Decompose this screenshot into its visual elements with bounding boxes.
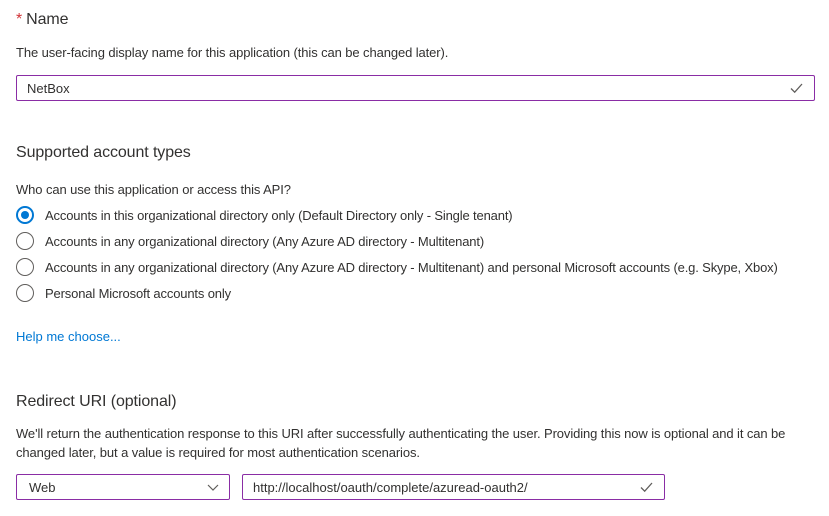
radio-option-label: Accounts in this organizational directory only (Default Directory only - Single tenant) xyxy=(45,207,513,223)
radio-option-single-tenant[interactable] xyxy=(16,202,815,228)
name-field-container xyxy=(16,75,815,101)
radio-option-multitenant[interactable] xyxy=(16,228,815,254)
name-title-text: Name xyxy=(26,11,69,28)
name-section-title xyxy=(16,10,815,30)
account-types-radio-group xyxy=(16,202,815,306)
radio-option-label: Accounts in any organizational directory (Any Azure AD directory - Multitenant) xyxy=(45,233,485,249)
account-types-section-title: Supported account types xyxy=(16,144,191,161)
chevron-down-icon xyxy=(207,484,219,491)
radio-option-label: Personal Microsoft accounts only xyxy=(45,285,231,301)
platform-select-value: Web xyxy=(29,479,56,495)
radio-option-personal-only[interactable] xyxy=(16,280,815,306)
redirect-uri-input[interactable] xyxy=(243,480,664,495)
redirect-uri-description: We'll return the authentication response to this URI after successfully authenticating the user. Providing this now is optional and it can be changed later, but a value is required for most authentication scenarios. xyxy=(16,426,786,460)
help-me-choose-link[interactable]: Help me choose... xyxy=(16,329,121,344)
required-asterisk: * xyxy=(16,11,23,28)
name-input[interactable] xyxy=(17,81,814,96)
radio-unselected-icon[interactable] xyxy=(16,258,34,276)
radio-selected-icon[interactable] xyxy=(16,206,34,224)
app-registration-form xyxy=(0,10,829,500)
name-description: The user-facing display name for this application (this can be changed later). xyxy=(16,45,449,60)
radio-unselected-icon[interactable] xyxy=(16,232,34,250)
radio-option-label: Accounts in any organizational directory (Any Azure AD directory - Multitenant) and personal Microsoft accounts (e.g. Skype, Xbox) xyxy=(45,259,778,275)
radio-unselected-icon[interactable] xyxy=(16,284,34,302)
account-types-question: Who can use this application or access this API? xyxy=(16,182,291,197)
redirect-uri-controls xyxy=(16,474,815,500)
radio-option-multitenant-personal[interactable] xyxy=(16,254,815,280)
redirect-uri-field-container xyxy=(242,474,665,500)
redirect-uri-section-title: Redirect URI (optional) xyxy=(16,393,177,410)
platform-select[interactable] xyxy=(16,474,230,500)
